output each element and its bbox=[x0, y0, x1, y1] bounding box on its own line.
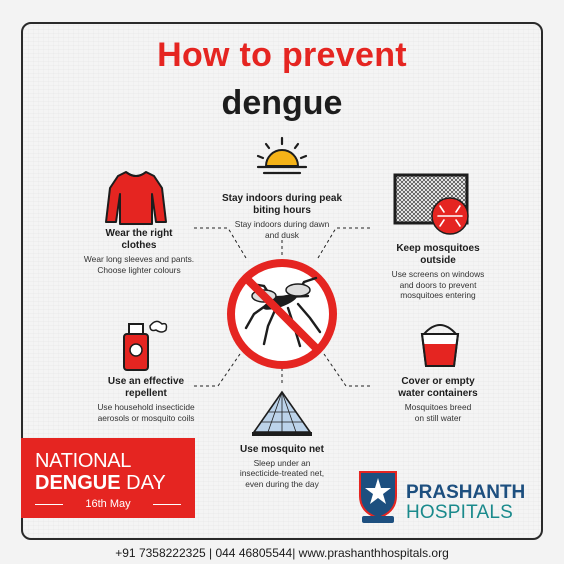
tip-indoors-desc-1: Stay indoors during dawn bbox=[234, 219, 330, 230]
tip-net-desc-3: even during the day bbox=[245, 478, 319, 489]
tip-repellent bbox=[72, 376, 220, 423]
banner-line-1: NATIONAL bbox=[35, 450, 132, 472]
brand-name-2: HOSPITALS bbox=[406, 502, 514, 523]
hospital-crest-logo bbox=[356, 466, 400, 524]
tip-outside-heading-1: Keep mosquitoes bbox=[396, 243, 480, 254]
tip-indoors-heading-1: Stay indoors during peak bbox=[221, 193, 343, 204]
tip-clothes-desc-2: Choose lighter colours bbox=[97, 264, 181, 275]
bucket-icon bbox=[416, 320, 464, 370]
tip-net-desc-2: insecticide-treated net, bbox=[239, 468, 325, 479]
banner-dengue: DENGUE bbox=[35, 472, 121, 494]
banner-rule-right bbox=[153, 504, 181, 505]
tip-outside-desc-1: Use screens on windows bbox=[391, 269, 485, 280]
banner-day: DAY bbox=[120, 472, 166, 494]
tip-containers-desc-1: Mosquitoes breed bbox=[404, 402, 472, 413]
sunrise-icon bbox=[254, 134, 310, 178]
shirt-icon bbox=[104, 168, 168, 226]
tip-containers bbox=[374, 376, 502, 423]
tip-clothes-desc-1: Wear long sleeves and pants. bbox=[83, 254, 195, 265]
tip-net-heading-1: Use mosquito net bbox=[240, 444, 324, 455]
tip-containers-desc-2: on still water bbox=[414, 412, 462, 423]
tip-clothes-heading-1: Wear the right bbox=[105, 228, 173, 239]
window-screen-icon bbox=[392, 172, 478, 238]
tip-outside-desc-3: mosquitoes entering bbox=[400, 289, 476, 300]
title-line-2: dengue bbox=[221, 84, 343, 122]
tip-containers-heading-2: water containers bbox=[398, 388, 478, 400]
spray-can-icon bbox=[118, 314, 170, 372]
tip-repellent-heading-2: repellent bbox=[125, 388, 167, 400]
tip-repellent-desc-2: aerosols or mosquito coils bbox=[97, 412, 195, 423]
tip-indoors-desc-2: and dusk bbox=[265, 229, 299, 240]
tip-containers-heading-1: Cover or empty bbox=[401, 376, 475, 387]
tip-repellent-desc-1: Use household insecticide bbox=[97, 402, 195, 413]
tip-outside-desc-2: and doors to prevent bbox=[399, 279, 477, 290]
tip-clothes bbox=[70, 228, 208, 275]
tip-clothes-heading-2: clothes bbox=[121, 240, 157, 252]
no-mosquito-icon bbox=[224, 256, 340, 372]
contact-footer: +91 7358222325 | 044 46805544| www.prashanthhospitals.org bbox=[115, 546, 449, 560]
tip-indoors-heading-2: biting hours bbox=[253, 205, 311, 217]
tip-indoors bbox=[200, 193, 364, 240]
national-dengue-day-banner bbox=[21, 438, 195, 518]
tip-repellent-heading-1: Use an effective bbox=[107, 376, 185, 387]
tip-outside-heading-2: outside bbox=[420, 255, 456, 267]
mosquito-net-icon bbox=[250, 388, 314, 438]
tip-net-desc-1: Sleep under an bbox=[253, 458, 311, 469]
banner-line-2 bbox=[35, 472, 166, 495]
tip-outside bbox=[370, 243, 506, 300]
banner-date: 16th May bbox=[85, 498, 131, 510]
brand-name-1: PRASHANTH bbox=[406, 482, 526, 503]
tip-net bbox=[222, 444, 342, 489]
title-line-1: How to prevent bbox=[157, 36, 407, 74]
